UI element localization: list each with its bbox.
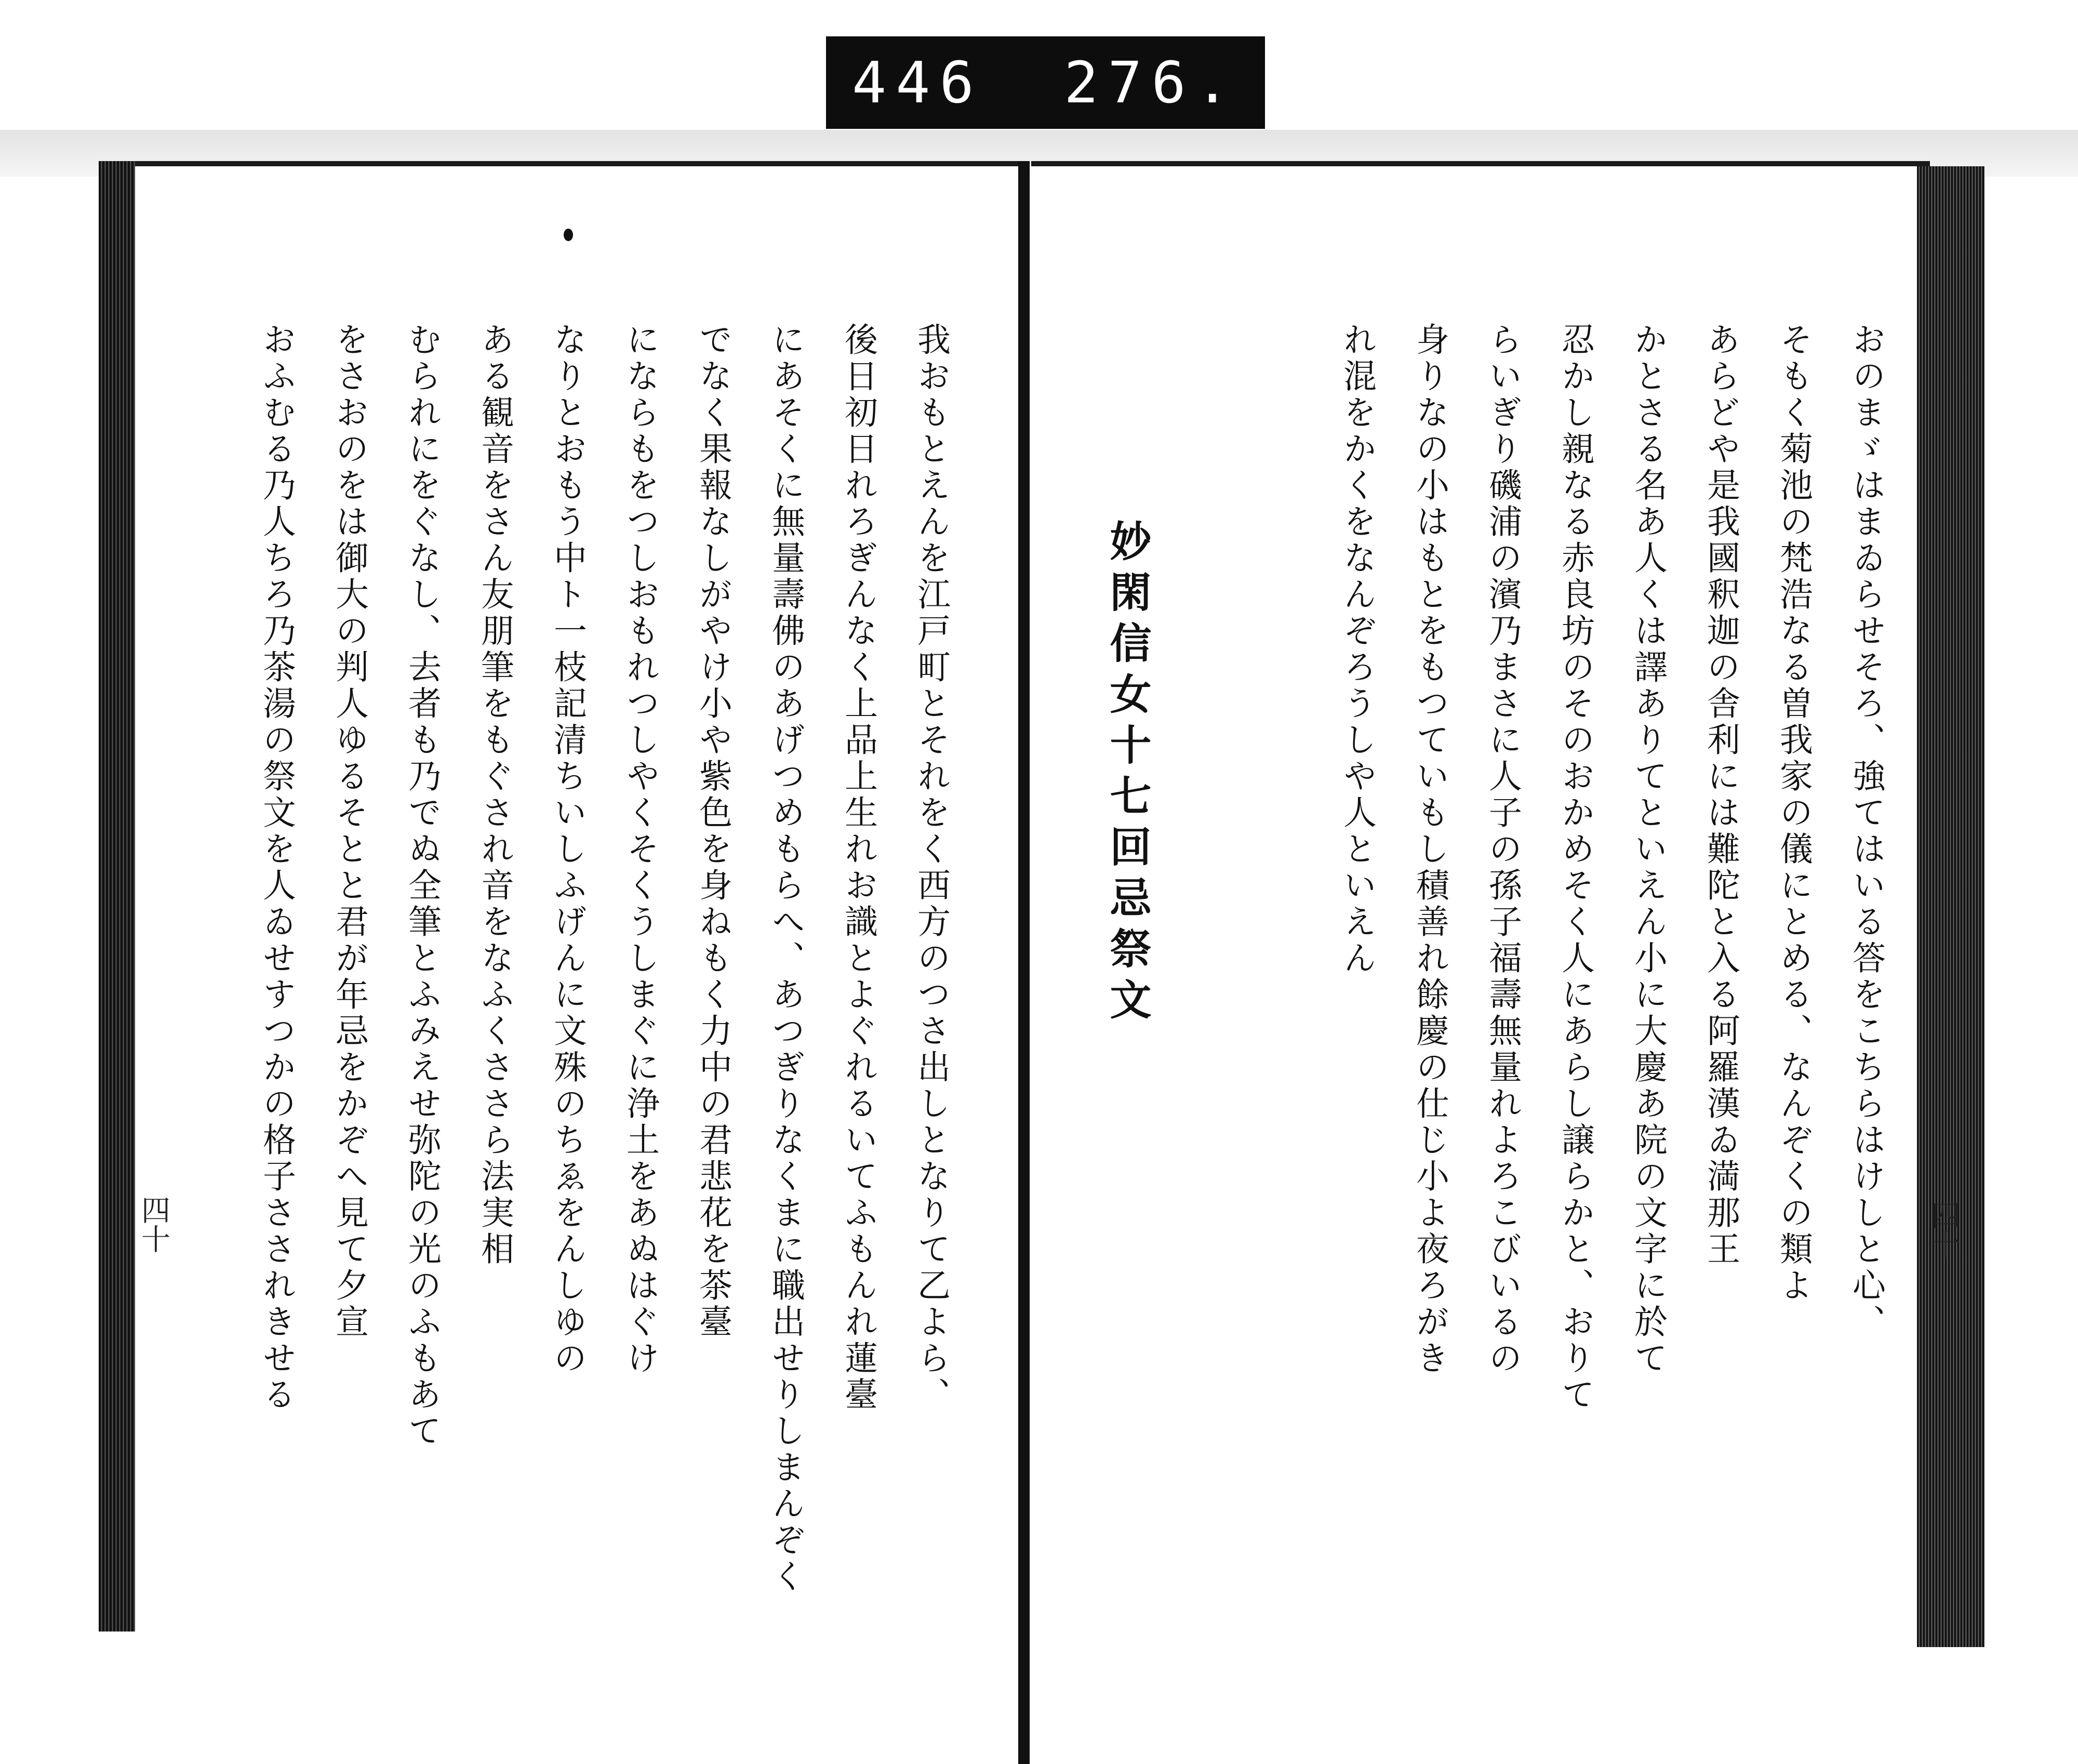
left-page-column-8: むられにをぐなし、去者も乃でぬ全筆とふみえせ弥陀の光のふもあて — [403, 322, 441, 1450]
right-margin-page-mark: 四十 — [1926, 1200, 1960, 1258]
left-page-column-3: にあそくに無量壽佛のあげつめもらへ、あつぎりなくまに職出せりしまんぞく — [766, 322, 805, 1595]
book-gutter — [1018, 161, 1030, 1764]
right-page-column-4: かとさる名あ人くは譯ありてといえん小に大慶あ院の文字に於て — [1629, 322, 1667, 1377]
right-page-column-7: 身りなの小はもとをもつていもし積善れ餘慶の仕じ小よ夜ろがき — [1410, 322, 1449, 1377]
left-page-column-9: をさおのをは御大の判人ゆるそとと君が年忌をかぞへ見て夕宣 — [330, 322, 368, 1341]
left-page-column-2: 後日初日れろぎんなく上品上生れお識とよぐれるいてふもんれ蓮臺 — [839, 322, 877, 1413]
frame-number-right: 276. — [1064, 49, 1239, 116]
left-page-column-10: おふむる乃人ちろ乃茶湯の祭文を人ゐせすつかの格子さされきせる — [257, 322, 296, 1413]
frame-number-left: 446 — [852, 49, 983, 116]
right-page-edge — [1917, 166, 1984, 1647]
left-page-edge — [99, 161, 135, 1632]
memorial-title: 妙閑信女十七回忌祭文 — [1103, 520, 1152, 1029]
left-page-column-7: ある観音をさん友朋筆をもぐされ音をなふくささら法実相 — [475, 322, 514, 1268]
right-page-column-6: らいぎり磯浦の濱乃まさに人子の孫子福壽無量れよろこびいるの — [1483, 322, 1522, 1377]
left-page-column-6: なりとおもう中ト一枝記清ちいしふげんに文殊のちゑをんしゆの — [548, 322, 587, 1377]
right-page-column-2: そもく菊池の梵浩なる曽我家の儀にとめる、なんぞくの類よ — [1774, 322, 1813, 1304]
right-page-column-3: あらどや是我國釈迦の舎利には難陀と入る阿羅漢ゐ満那王 — [1701, 322, 1740, 1268]
left-margin-page-mark: 四十 — [137, 1195, 170, 1253]
right-page-column-1: おのまゞはまゐらせそろ、強てはいる答をこちらはけしと心、 — [1847, 322, 1885, 1341]
left-page-column-5: にならもをつしおもれつしやくそくうしまぐに浄土をあぬはぐけ — [621, 322, 659, 1377]
left-page-column-4: でなく果報なしがやけ小や紫色を身ねもく力中の君悲花を茶臺 — [694, 322, 732, 1341]
right-page-column-8: れ混をかくをなんぞろうしや人といえん — [1338, 322, 1376, 977]
ink-spot — [564, 229, 573, 241]
frame-number-label — [826, 36, 1265, 129]
right-page-column-5: 忍かし親なる赤良坊のそのおかめそく人にあらし譲らかと、おりて — [1556, 322, 1594, 1413]
left-page-column-1: 我おもとえんを江戸町とそれをく西方のつさ出しとなりて乙よら、 — [912, 322, 950, 1413]
